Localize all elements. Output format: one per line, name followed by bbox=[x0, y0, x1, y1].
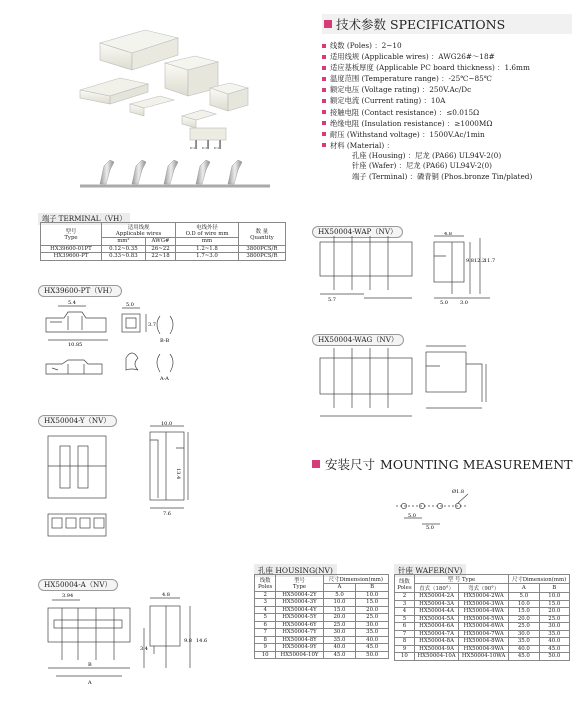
table-cell: 9 bbox=[395, 645, 415, 653]
th-wires: 适用线规 Applicable wires bbox=[101, 223, 175, 238]
table-row bbox=[41, 253, 286, 261]
table-cell: 45.0 bbox=[323, 651, 356, 659]
table-cell: HX50004-7A bbox=[414, 630, 458, 638]
material-row: 孔座 (Housing) ：尼龙 (PA66) UL94V-2(0) bbox=[352, 150, 502, 160]
dim-y-13-4: 13.4 bbox=[175, 468, 181, 480]
spec-row bbox=[322, 140, 572, 151]
table-cell: HX50004-8WA bbox=[459, 638, 509, 646]
table-cell: HX50004-10A bbox=[414, 653, 458, 661]
table-cell: 35.0 bbox=[509, 638, 539, 646]
material-row: 端子 (Terminal) ：磷青铜 (Phos.bronze Tin/plated) bbox=[352, 171, 533, 181]
table-cell: HX50004-9WA bbox=[459, 645, 509, 653]
table-row bbox=[255, 591, 389, 599]
table-cell: 15.0 bbox=[509, 608, 539, 616]
table-cell: 35.0 bbox=[323, 636, 356, 644]
th-h-dim: 尺寸Dimension(mm) bbox=[323, 575, 388, 584]
wafer-label-en: WAFER(NV) bbox=[415, 566, 463, 575]
dim-y-10-0: 10.0 bbox=[161, 421, 173, 427]
table-cell: 8 bbox=[395, 638, 415, 646]
wafer-label-cn: 针座 bbox=[398, 566, 413, 575]
table-cell: 25.0 bbox=[356, 614, 389, 622]
table-cell: HX50004-2WA bbox=[459, 593, 509, 601]
housing-table bbox=[254, 574, 389, 659]
table-cell: 2 bbox=[255, 591, 276, 599]
table-cell: 4 bbox=[395, 608, 415, 616]
bullet-icon bbox=[322, 132, 326, 136]
mounting-title-en: MOUNTING MEASUREMENT bbox=[380, 456, 573, 472]
table-cell: 4 bbox=[255, 606, 276, 614]
a-label: HX50004-A（NV） bbox=[38, 579, 118, 591]
table-row bbox=[255, 636, 389, 644]
dim-wap-12-2: 12.2 bbox=[474, 258, 486, 264]
table-cell: 0.33~0.83 bbox=[101, 253, 145, 261]
table-cell: 20.0 bbox=[509, 615, 539, 623]
th-w-bent: 弯式（90°） bbox=[459, 584, 509, 593]
dim-a-a: A bbox=[88, 680, 92, 686]
dim-pt-ba: B-B bbox=[160, 338, 170, 344]
th-h-b: B bbox=[356, 584, 389, 592]
dim-a-9-8: 9.8 bbox=[184, 638, 192, 644]
bullet-icon bbox=[322, 143, 326, 147]
table-cell: HX50004-4A bbox=[414, 608, 458, 616]
table-row bbox=[395, 645, 570, 653]
table-cell: 20.0 bbox=[323, 614, 356, 622]
table-cell: HX50004-7Y bbox=[276, 629, 323, 637]
dim-pt-5-0: 5.0 bbox=[126, 302, 134, 308]
terminal-label: 端子 TERMINAL（VH） bbox=[38, 213, 130, 225]
spec-text: 适应基板厚度 (Applicable PC board thickness) ：1.6mm bbox=[330, 63, 530, 73]
spec-text: 温度范围 (Temperature range) ：-25℃~85℃ bbox=[330, 74, 492, 84]
th-w-a: A bbox=[509, 584, 539, 593]
table-row bbox=[395, 608, 570, 616]
spec-text: 耐压 (Withstand voltage) ：1500V.Ac/1min bbox=[330, 129, 485, 139]
table-cell: HX50004-4Y bbox=[276, 606, 323, 614]
table-cell: 22~18 bbox=[145, 253, 175, 261]
table-cell: 3 bbox=[255, 599, 276, 607]
table-cell: 3800PCS/R bbox=[238, 253, 285, 261]
table-cell: 6 bbox=[395, 623, 415, 631]
table-cell: 35.0 bbox=[539, 630, 569, 638]
mounting-title-cn: 安装尺寸 bbox=[325, 457, 376, 472]
th-mm2: mm² bbox=[101, 238, 145, 246]
specifications-block bbox=[322, 14, 572, 182]
th-h-a: A bbox=[323, 584, 356, 592]
table-cell: HX50004-4WA bbox=[459, 608, 509, 616]
mounting-heading bbox=[312, 455, 573, 473]
table-cell: 5 bbox=[395, 615, 415, 623]
y-label: HX50004-Y（NV） bbox=[38, 415, 117, 427]
specifications-title-cn: 技术参数 bbox=[336, 17, 387, 32]
spec-row bbox=[322, 62, 572, 73]
table-cell: 1.7~3.0 bbox=[176, 253, 239, 261]
th-h-type: 型号 Type bbox=[276, 575, 323, 592]
table-cell: HX50004-3WA bbox=[459, 600, 509, 608]
y-drawing bbox=[40, 420, 190, 555]
terminal-table bbox=[40, 222, 286, 261]
spec-row bbox=[322, 118, 572, 129]
table-cell: 20.0 bbox=[539, 608, 569, 616]
pt-drawing bbox=[38, 292, 198, 392]
dim-y-7-6: 7.6 bbox=[163, 511, 171, 517]
dim-mnt-5-0: 5.0 bbox=[408, 513, 416, 519]
th-w-type: 型 号 Type bbox=[414, 575, 508, 584]
table-cell: 45.0 bbox=[356, 644, 389, 652]
table-cell: HX50004-2A bbox=[414, 593, 458, 601]
bullet-icon bbox=[322, 55, 326, 59]
wag-drawing bbox=[314, 340, 504, 425]
table-cell: 9 bbox=[255, 644, 276, 652]
table-cell: 1.2~1.8 bbox=[176, 245, 239, 253]
dim-pt-10-85: 10.85 bbox=[68, 342, 83, 348]
table-row bbox=[395, 615, 570, 623]
th-qty: 数 量 Quantity bbox=[238, 223, 285, 246]
dim-mnt-phi: Ø1.8 bbox=[452, 489, 465, 495]
dim-wap-5-7: 5.7 bbox=[328, 297, 336, 303]
spec-row bbox=[322, 51, 572, 62]
table-cell: 7 bbox=[395, 630, 415, 638]
table-cell: HX50004-5A bbox=[414, 615, 458, 623]
table-row bbox=[395, 593, 570, 601]
table-cell: 40.0 bbox=[509, 645, 539, 653]
spec-row bbox=[322, 95, 572, 106]
spec-text: 材料 (Material) ： bbox=[330, 140, 394, 150]
dim-wap-9-8: 9.8 bbox=[466, 258, 474, 264]
spec-row bbox=[322, 40, 572, 51]
th-w-dim: 尺寸Dimension(mm) bbox=[509, 575, 570, 584]
table-cell: 5 bbox=[255, 614, 276, 622]
table-cell: HX50004-9Y bbox=[276, 644, 323, 652]
table-row bbox=[255, 651, 389, 659]
table-cell: 50.0 bbox=[539, 653, 569, 661]
wag-label: HX50004-WAG（NV） bbox=[312, 334, 404, 346]
table-row bbox=[255, 599, 389, 607]
table-cell: 25.0 bbox=[509, 623, 539, 631]
dim-a-3-94: 3.94 bbox=[62, 593, 74, 599]
table-cell: 30.0 bbox=[323, 629, 356, 637]
th-od: 电线外径 O.D of wire mm bbox=[176, 223, 239, 238]
table-cell: 8 bbox=[255, 636, 276, 644]
table-cell: 10 bbox=[255, 651, 276, 659]
table-cell: HX50004-3A bbox=[414, 600, 458, 608]
th-w-straight: 直式（180°） bbox=[414, 584, 458, 593]
th-od-unit: mm bbox=[176, 238, 239, 246]
th-w-poles: 线数 Poles bbox=[395, 575, 415, 593]
table-row bbox=[395, 623, 570, 631]
table-cell: HX50004-8Y bbox=[276, 636, 323, 644]
dim-wap-5-0: 5.0 bbox=[440, 300, 448, 306]
table-cell: 25.0 bbox=[539, 615, 569, 623]
spec-row bbox=[322, 84, 572, 95]
table-cell: 15.0 bbox=[323, 606, 356, 614]
th-type: 型号 Type bbox=[41, 223, 102, 246]
table-cell: 40.0 bbox=[539, 638, 569, 646]
table-row bbox=[395, 638, 570, 646]
table-cell: 10.0 bbox=[509, 600, 539, 608]
table-cell: 50.0 bbox=[356, 651, 389, 659]
table-cell: HX50004-5WA bbox=[459, 615, 509, 623]
table-cell: 10.0 bbox=[539, 593, 569, 601]
th-h-poles: 线数 Poles bbox=[255, 575, 276, 592]
th-awg: AWG# bbox=[145, 238, 175, 246]
bullet-icon bbox=[322, 99, 326, 103]
dim-wap-11-7: 11.7 bbox=[484, 258, 496, 264]
table-cell: 45.0 bbox=[539, 645, 569, 653]
table-row bbox=[255, 614, 389, 622]
spec-text: 适用线规 (Applicable wires) ：AWG26#～18# bbox=[330, 52, 495, 62]
table-cell: 10.0 bbox=[323, 599, 356, 607]
wafer-table bbox=[394, 574, 570, 661]
table-cell: 3800PCS/R bbox=[238, 245, 285, 253]
a-drawing bbox=[40, 588, 210, 700]
dim-a-3-4: 3.4 bbox=[140, 646, 148, 652]
table-cell: HX50004-6WA bbox=[459, 623, 509, 631]
spec-text: 线数 (Poles) ：2~10 bbox=[330, 41, 402, 50]
table-cell: 3 bbox=[395, 600, 415, 608]
spec-row bbox=[322, 107, 572, 118]
table-cell: HX39600-01PT bbox=[41, 245, 102, 253]
table-cell: HX50004-10Y bbox=[276, 651, 323, 659]
table-cell: 6 bbox=[255, 621, 276, 629]
table-cell: 15.0 bbox=[539, 600, 569, 608]
spec-text: 额定电流 (Current rating) ：10A bbox=[330, 96, 446, 106]
table-cell: 40.0 bbox=[356, 636, 389, 644]
table-cell: 2 bbox=[395, 593, 415, 601]
table-cell: 7 bbox=[255, 629, 276, 637]
pt-label: HX39600-PT（VH） bbox=[38, 285, 122, 297]
bullet-icon bbox=[322, 44, 326, 48]
table-cell: 25.0 bbox=[323, 621, 356, 629]
table-cell: 5.0 bbox=[509, 593, 539, 601]
dim-pt-3-7: 3.7 bbox=[148, 322, 156, 328]
dim-a-14-6: 14.6 bbox=[196, 638, 208, 644]
housing-label-en: HOUSING(NV) bbox=[275, 566, 333, 575]
table-cell: HX50004-8A bbox=[414, 638, 458, 646]
wap-label: HX50004-WAP（NV） bbox=[312, 226, 403, 238]
th-w-b: B bbox=[539, 584, 569, 593]
spec-row bbox=[322, 73, 572, 84]
table-cell: HX50004-9A bbox=[414, 645, 458, 653]
spec-row bbox=[322, 129, 572, 140]
table-cell: HX50004-3Y bbox=[276, 599, 323, 607]
spec-text: 额定电压 (Voltage rating) ：250V.Ac/Dc bbox=[330, 85, 472, 95]
table-cell: HX50004-6A bbox=[414, 623, 458, 631]
square-bullet-icon bbox=[312, 460, 320, 468]
table-cell: 40.0 bbox=[323, 644, 356, 652]
table-cell: 5.0 bbox=[323, 591, 356, 599]
table-cell: 30.0 bbox=[509, 630, 539, 638]
bullet-icon bbox=[322, 110, 326, 114]
dim-pt-5-4: 5.4 bbox=[68, 300, 76, 306]
bullet-icon bbox=[322, 66, 326, 70]
table-row bbox=[395, 630, 570, 638]
dim-mnt-5-0b: 5.0 bbox=[426, 525, 434, 530]
dim-wap-4-8: 4.8 bbox=[444, 232, 452, 237]
bullet-icon bbox=[322, 121, 326, 125]
spec-text: 绝缘电阻 (Insulation resistance) ：≥1000MΩ bbox=[330, 118, 493, 128]
table-cell: 30.0 bbox=[539, 623, 569, 631]
table-cell: HX50004-10WA bbox=[459, 653, 509, 661]
bullet-icon bbox=[322, 77, 326, 81]
dim-a-b: B bbox=[88, 662, 92, 668]
table-row bbox=[255, 644, 389, 652]
table-cell: HX50004-6Y bbox=[276, 621, 323, 629]
dim-wap-3-0: 3.0 bbox=[460, 300, 468, 306]
table-cell: HX50004-7WA bbox=[459, 630, 509, 638]
table-row bbox=[255, 629, 389, 637]
dim-pt-aa: A-A bbox=[160, 376, 169, 382]
table-cell: 15.0 bbox=[356, 599, 389, 607]
product-photo bbox=[70, 8, 270, 198]
table-row bbox=[395, 600, 570, 608]
square-bullet-icon bbox=[324, 20, 332, 28]
material-row: 针座 (Wafer) ：尼龙 (PA66) UL94V-2(0) bbox=[352, 161, 492, 171]
table-cell: 10 bbox=[395, 653, 415, 661]
table-cell: 20.0 bbox=[356, 606, 389, 614]
table-cell: 35.0 bbox=[356, 629, 389, 637]
mounting-drawing bbox=[386, 486, 476, 530]
specifications-title-en: SPECIFICATIONS bbox=[390, 16, 506, 32]
table-row bbox=[41, 245, 286, 253]
wap-drawing bbox=[314, 232, 504, 307]
table-cell: HX39600-PT bbox=[41, 253, 102, 261]
table-row bbox=[255, 621, 389, 629]
table-cell: HX50004-5Y bbox=[276, 614, 323, 622]
dim-a-4-8: 4.8 bbox=[162, 592, 170, 598]
table-cell: 30.0 bbox=[356, 621, 389, 629]
table-cell: HX50004-2Y bbox=[276, 591, 323, 599]
table-cell: 0.12~0.35 bbox=[101, 245, 145, 253]
specifications-heading bbox=[322, 14, 572, 34]
table-cell: 26~22 bbox=[145, 245, 175, 253]
table-row bbox=[255, 606, 389, 614]
bullet-icon bbox=[322, 88, 326, 92]
spec-text: 接触电阻 (Contact resistance) ：≤0.015Ω bbox=[330, 107, 480, 117]
housing-label-cn: 孔座 bbox=[258, 566, 273, 575]
table-cell: 45.0 bbox=[509, 653, 539, 661]
table-row bbox=[395, 653, 570, 661]
table-cell: 10.0 bbox=[356, 591, 389, 599]
